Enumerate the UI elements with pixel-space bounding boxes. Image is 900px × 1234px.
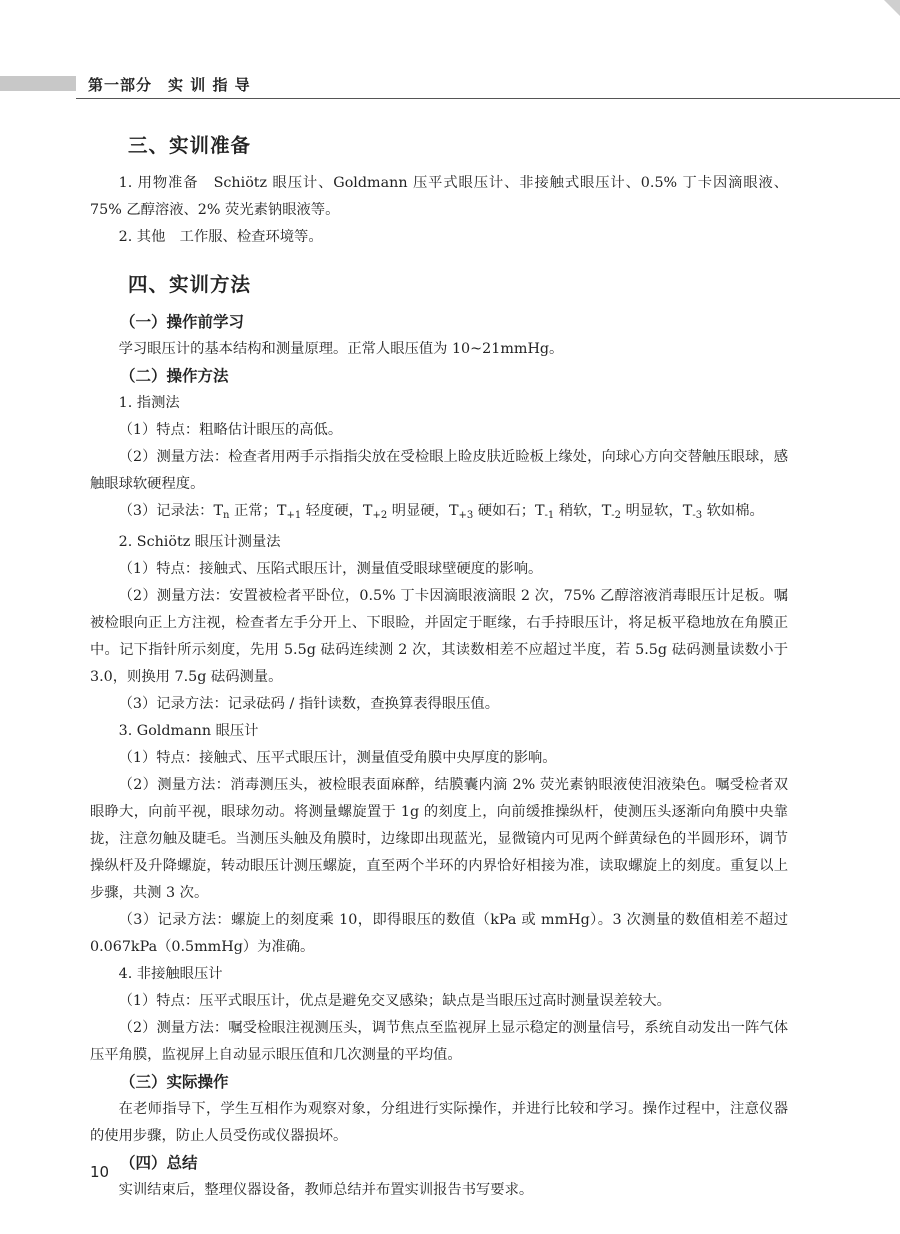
page-corner-fold <box>884 0 900 16</box>
method-title-goldmann: 3. Goldmann 眼压计 <box>118 723 259 739</box>
paragraph-goldmann-feature: （1）特点：接触式、压平式眼压计，测量值受角膜中央厚度的影响。 <box>118 750 557 766</box>
header-bar <box>0 76 76 91</box>
paragraph-schiotz-method: （2）测量方法：安置被检者平卧位，0.5% 丁卡因滴眼液滴眼 2 次，75% 乙醇溶液消毒眼压计足板。嘱被检眼向正上方注视，检查者左手分开上、下眼睑，并固定于眶缘，右手持眼压计，将足板平稳地放在角膜正中。记下指针所示刻度，先用 5.5g 砝码连续测 2 次，其读数相差不应超过半度，若 5.5g 砝码测量读数小于 3.0，则换用 7.5g 砝码测量。 <box>90 588 788 685</box>
header-rule <box>76 98 900 99</box>
page-number: 10 <box>90 1163 110 1181</box>
paragraph-pre-study: 学习眼压计的基本结构和测量原理。正常人眼压值为 10~21mmHg。 <box>118 341 564 357</box>
paragraph-finger-record: （3）记录法：$T_n$ 正常；$T_{+1}$ 轻度硬，$T_{+2}$ 明显硬，$T_{+3}$ 硬如石；$T_{-1}$ 稍软，$T_{-2}$ 明显软，$T_{-3}$ 软如棉。 <box>118 503 764 521</box>
section-heading-preparation: 三、实训准备 <box>128 134 252 157</box>
paragraph-goldmann-record: （3）记录方法：螺旋上的刻度乘 10，即得眼压的数值（kPa 或 mmHg）。3 次测量的数值相差不超过 0.067kPa（0.5mmHg）为准确。 <box>90 912 788 955</box>
paragraph-noncontact-feature: （1）特点：压平式眼压计，优点是避免交叉感染；缺点是当眼压过高时测量误差较大。 <box>118 993 671 1009</box>
paragraph-goldmann-method: （2）测量方法：消毒测压头，被检眼表面麻醉，结膜囊内滴 2% 荧光素钠眼液使泪液染色。嘱受检者双眼睁大，向前平视，眼球勿动。将测量螺旋置于 1g 的刻度上，向前缓推操纵杆，使测压头逐渐向角膜中央靠拢，注意勿触及睫毛。当测压头触及角膜时，边缘即出现蓝光，显微镜内可见两个鲜黄绿色的半圆形环，调节操纵杆及升降螺旋，转动眼压计测压螺旋，直至两个半环的内界恰好相接为准，读取螺旋上的刻度。重复以上步骤，共测 3 次。 <box>90 777 788 901</box>
subheading-practice: （三）实际操作 <box>120 1073 229 1091</box>
section-heading-methods: 四、实训方法 <box>128 273 252 296</box>
running-header: 第一部分 实 训 指 导 <box>88 76 251 94</box>
paragraph-materials: 1. 用物准备 Schiötz 眼压计、Goldmann 压平式眼压计、非接触式眼压计、0.5% 丁卡因滴眼液、75% 乙醇溶液、2% 荧光素钠眼液等。 <box>90 175 788 218</box>
paragraph-finger-feature: （1）特点：粗略估计眼压的高低。 <box>118 422 343 438</box>
method-title-schiotz: 2. Schiötz 眼压计测量法 <box>118 534 281 550</box>
subheading-pre-study: （一）操作前学习 <box>120 313 245 331</box>
paragraph-noncontact-method: （2）测量方法：嘱受检眼注视测压头，调节焦点至监视屏上显示稳定的测量信号，系统自动发出一阵气体压平角膜，监视屏上自动显示眼压值和几次测量的平均值。 <box>90 1020 788 1063</box>
page-content <box>90 120 788 1204</box>
paragraph-schiotz-feature: （1）特点：接触式、压陷式眼压计，测量值受眼球壁硬度的影响。 <box>118 561 543 577</box>
paragraph-schiotz-record: （3）记录方法：记录砝码 / 指针读数，查换算表得眼压值。 <box>118 696 500 712</box>
paragraph-finger-method: （2）测量方法：检查者用两手示指指尖放在受检眼上睑皮肤近睑板上缘处，向球心方向交替触压眼球，感触眼球软硬程度。 <box>90 449 788 492</box>
subheading-summary: （四）总结 <box>120 1154 198 1172</box>
paragraph-practice: 在老师指导下，学生互相作为观察对象，分组进行实际操作，并进行比较和学习。操作过程中，注意仪器的使用步骤，防止人员受伤或仪器损坏。 <box>90 1101 788 1144</box>
paragraph-summary: 实训结束后，整理仪器设备，教师总结并布置实训报告书写要求。 <box>118 1182 534 1198</box>
paragraph-others: 2. 其他 工作服、检查环境等。 <box>118 229 323 245</box>
method-title-finger: 1. 指测法 <box>118 395 180 411</box>
subheading-procedure: （二）操作方法 <box>120 367 229 385</box>
method-title-noncontact: 4. 非接触眼压计 <box>118 966 223 982</box>
